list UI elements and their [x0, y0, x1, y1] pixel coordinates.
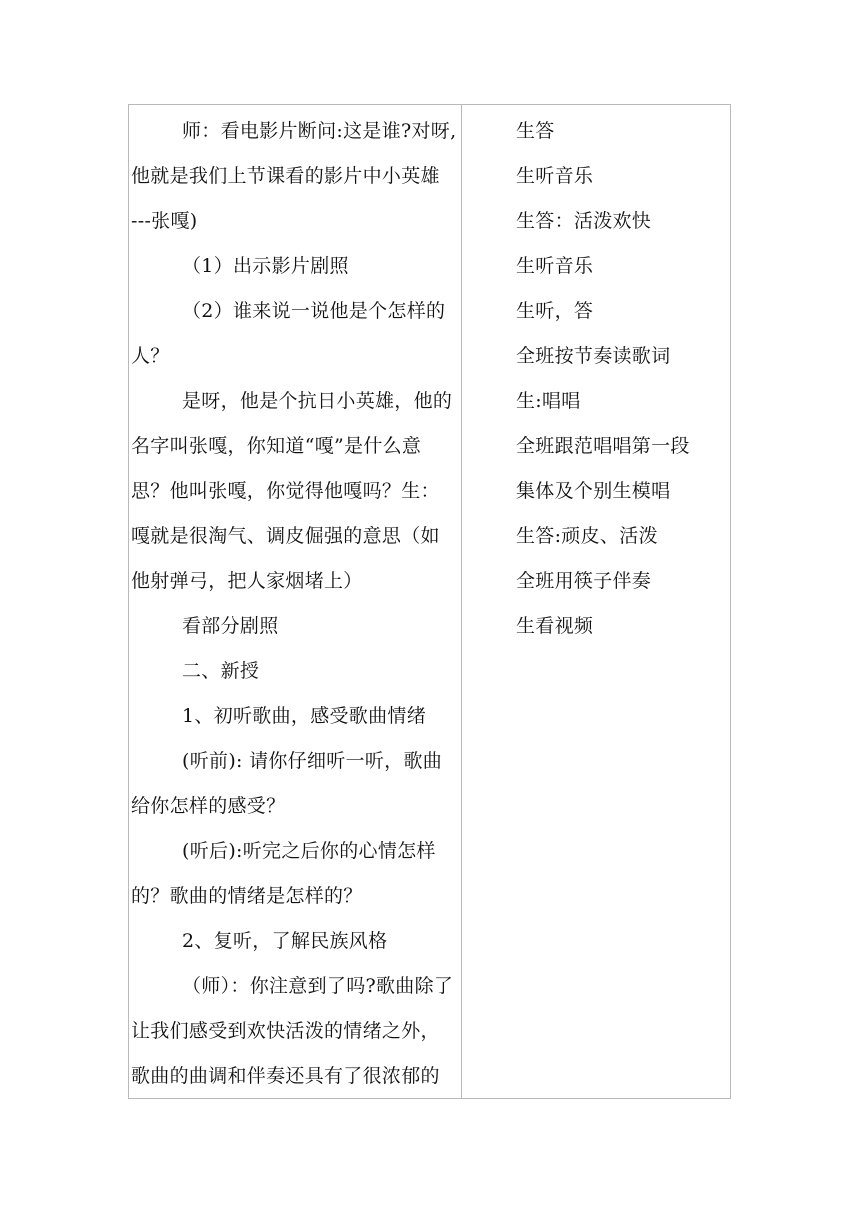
left-line-15: (听前): 请你仔细听一听，歌曲 — [182, 750, 443, 772]
left-line-9: 思？他叫张嘎，你觉得他嘎吗？生： — [131, 480, 440, 502]
right-line-3: 生答：活泼欢快 — [516, 210, 652, 232]
left-line-11: 他射弹弓，把人家烟堵上） — [131, 570, 363, 592]
left-line-7: 是呀，他是个抗日小英雄，他的 — [182, 390, 453, 412]
lesson-table — [128, 104, 731, 1099]
left-line-10: 嘎就是很淘气、调皮倔强的意思（如 — [131, 525, 440, 547]
left-line-2: 他就是我们上节课看的影片中小英雄 — [131, 165, 440, 187]
left-line-20: （师）：你注意到了吗?歌曲除了 — [182, 975, 454, 997]
right-line-2: 生听音乐 — [516, 165, 594, 187]
left-line-4: （1）出示影片剧照 — [182, 255, 349, 277]
left-line-6: 人？ — [131, 345, 170, 367]
left-line-13: 二、新授 — [182, 660, 260, 682]
left-line-19: 2、复听，了解民族风格 — [182, 930, 388, 952]
right-line-7: 生:唱唱 — [516, 390, 581, 412]
left-line-22: 歌曲的曲调和伴奏还具有了很浓郁的 — [131, 1065, 440, 1087]
left-line-18: 的？歌曲的情绪是怎样的？ — [131, 885, 363, 907]
right-line-10: 生答:顽皮、活泼 — [516, 525, 658, 547]
right-line-6: 全班按节奏读歌词 — [516, 345, 671, 367]
right-line-4: 生听音乐 — [516, 255, 594, 277]
student-activity-column — [462, 105, 730, 1098]
right-line-1: 生答 — [516, 120, 555, 142]
left-line-12: 看部分剧照 — [182, 615, 279, 637]
left-line-14: 1、初听歌曲，感受歌曲情绪 — [182, 705, 426, 727]
right-line-12: 生看视频 — [516, 615, 594, 637]
left-line-21: 让我们感受到欢快活泼的情绪之外， — [131, 1020, 440, 1042]
left-line-17: (听后):听完之后你的心情怎样 — [182, 840, 436, 862]
left-line-1: 师：看电影片断问:这是谁?对呀, — [182, 120, 457, 142]
teacher-activity-column — [129, 105, 462, 1098]
right-line-9: 集体及个别生模唱 — [516, 480, 671, 502]
right-line-8: 全班跟范唱唱第一段 — [516, 435, 690, 457]
left-line-3: ---张嘎) — [131, 210, 198, 232]
right-line-5: 生听，答 — [516, 300, 594, 322]
left-line-8: 名字叫张嘎，你知道“嘎”是什么意 — [131, 435, 422, 457]
left-line-16: 给你怎样的感受？ — [131, 795, 286, 817]
right-line-11: 全班用筷子伴奏 — [516, 570, 652, 592]
left-line-5: （2）谁来说一说他是个怎样的 — [182, 300, 446, 322]
